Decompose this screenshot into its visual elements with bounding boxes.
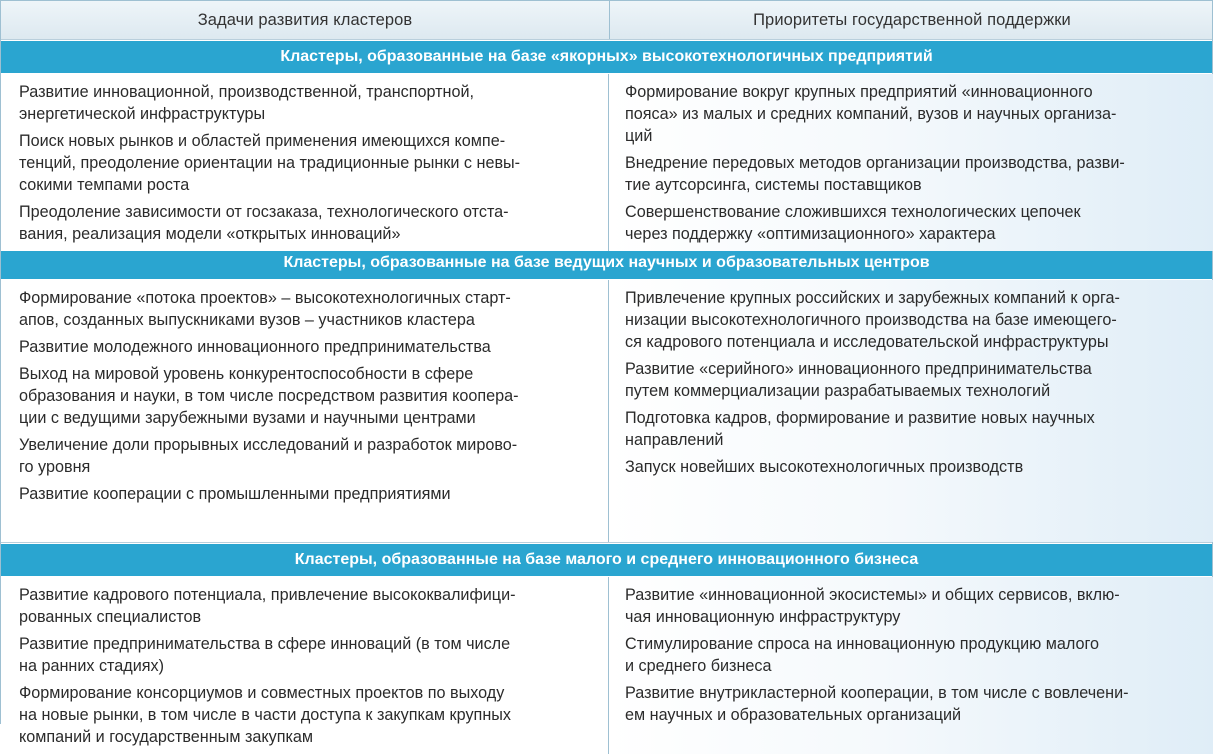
list-item: Развитие предпринимательства в сфере инноваций (в том числе на ранних стадиях) [19, 635, 511, 675]
section-body [1, 577, 1212, 754]
list-item: Увеличение доли прорывных исследований и разработок мирово- го уровня [19, 436, 518, 476]
section-title: Кластеры, образованные на базе ведущих научных и образовательных центров [1, 246, 1212, 280]
list-item: Развитие кооперации с промышленными предприятиями [19, 485, 451, 503]
list-item: Преодоление зависимости от госзаказа, технологического отста- вания, реализация модели «открытых инноваций» [19, 203, 509, 243]
list-item: Поиск новых рынков и областей применения имеющихся компе- тенций, преодоление ориентации на традиционные рынки с невы- сокими темпами роста [19, 132, 521, 194]
section-body [1, 74, 1212, 246]
list-item: Формирование «потока проектов» – высокотехнологичных старт- апов, созданных выпускниками вузов – участников кластера [19, 289, 511, 329]
list-item: Выход на мировой уровень конкурентоспособности в сфере образования и науки, в том числе посредством развития коопера- ции с ведущими зарубежными вузами и научными центрами [19, 365, 519, 427]
list-item: Развитие кадрового потенциала, привлечение высококвалифици- рованных специалистов [19, 586, 516, 626]
priorities-column [609, 280, 1213, 542]
section-title: Кластеры, образованные на базе «якорных» высокотехнологичных предприятий [1, 40, 1212, 74]
tasks-column [1, 74, 609, 251]
list-item: Совершенствование сложившихся технологических цепочек через поддержку «оптимизационного» характера [625, 203, 1081, 243]
list-item: Подготовка кадров, формирование и развитие новых научных направлений [625, 409, 1095, 449]
list-item: Развитие молодежного инновационного предпринимательства [19, 338, 491, 356]
section-research-centers [1, 246, 1212, 543]
tasks-column [1, 577, 609, 754]
list-item: Формирование вокруг крупных предприятий «инновационного пояса» из малых и средних компаний, вузов и научных организа- ций [625, 83, 1117, 145]
section-small-medium-business [1, 543, 1212, 754]
priorities-column [609, 577, 1213, 754]
list-item: Развитие «серийного» инновационного предпринимательства путем коммерциализации разрабатываемых технологий [625, 360, 1092, 400]
section-title: Кластеры, образованные на базе малого и среднего инновационного бизнеса [1, 543, 1212, 577]
list-item: Запуск новейших высокотехнологичных производств [625, 458, 1024, 476]
list-item: Развитие внутрикластерной кооперации, в том числе с вовлечени- ем научных и образовательных организаций [625, 684, 1129, 724]
priorities-column [609, 74, 1213, 251]
list-item: Развитие инновационной, производственной, транспортной, энергетической инфраструктуры [19, 83, 475, 123]
section-body [1, 280, 1212, 543]
tasks-column [1, 280, 609, 542]
list-item: Развитие «инновационной экосистемы» и общих сервисов, вклю- чая инновационную инфраструктуру [625, 586, 1120, 626]
list-item: Внедрение передовых методов организации производства, разви- тие аутсорсинга, системы поставщиков [625, 154, 1125, 194]
list-item: Привлечение крупных российских и зарубежных компаний к орга- низации высокотехнологичного производства на базе имеющего- ся кадрового потенциала и исследовательской инфраструктуры [625, 289, 1120, 351]
table-header [1, 1, 1212, 40]
list-item: Формирование консорциумов и совместных проектов по выходу на новые рынки, в том числе в части доступа к закупкам крупных компаний и государственным закупкам [19, 684, 511, 746]
header-tasks: Задачи развития кластеров [197, 10, 413, 29]
list-item: Стимулирование спроса на инновационную продукцию малого и среднего бизнеса [625, 635, 1100, 675]
section-anchor-enterprises [1, 40, 1212, 246]
header-priorities: Приоритеты государственной поддержки [609, 1, 1213, 39]
